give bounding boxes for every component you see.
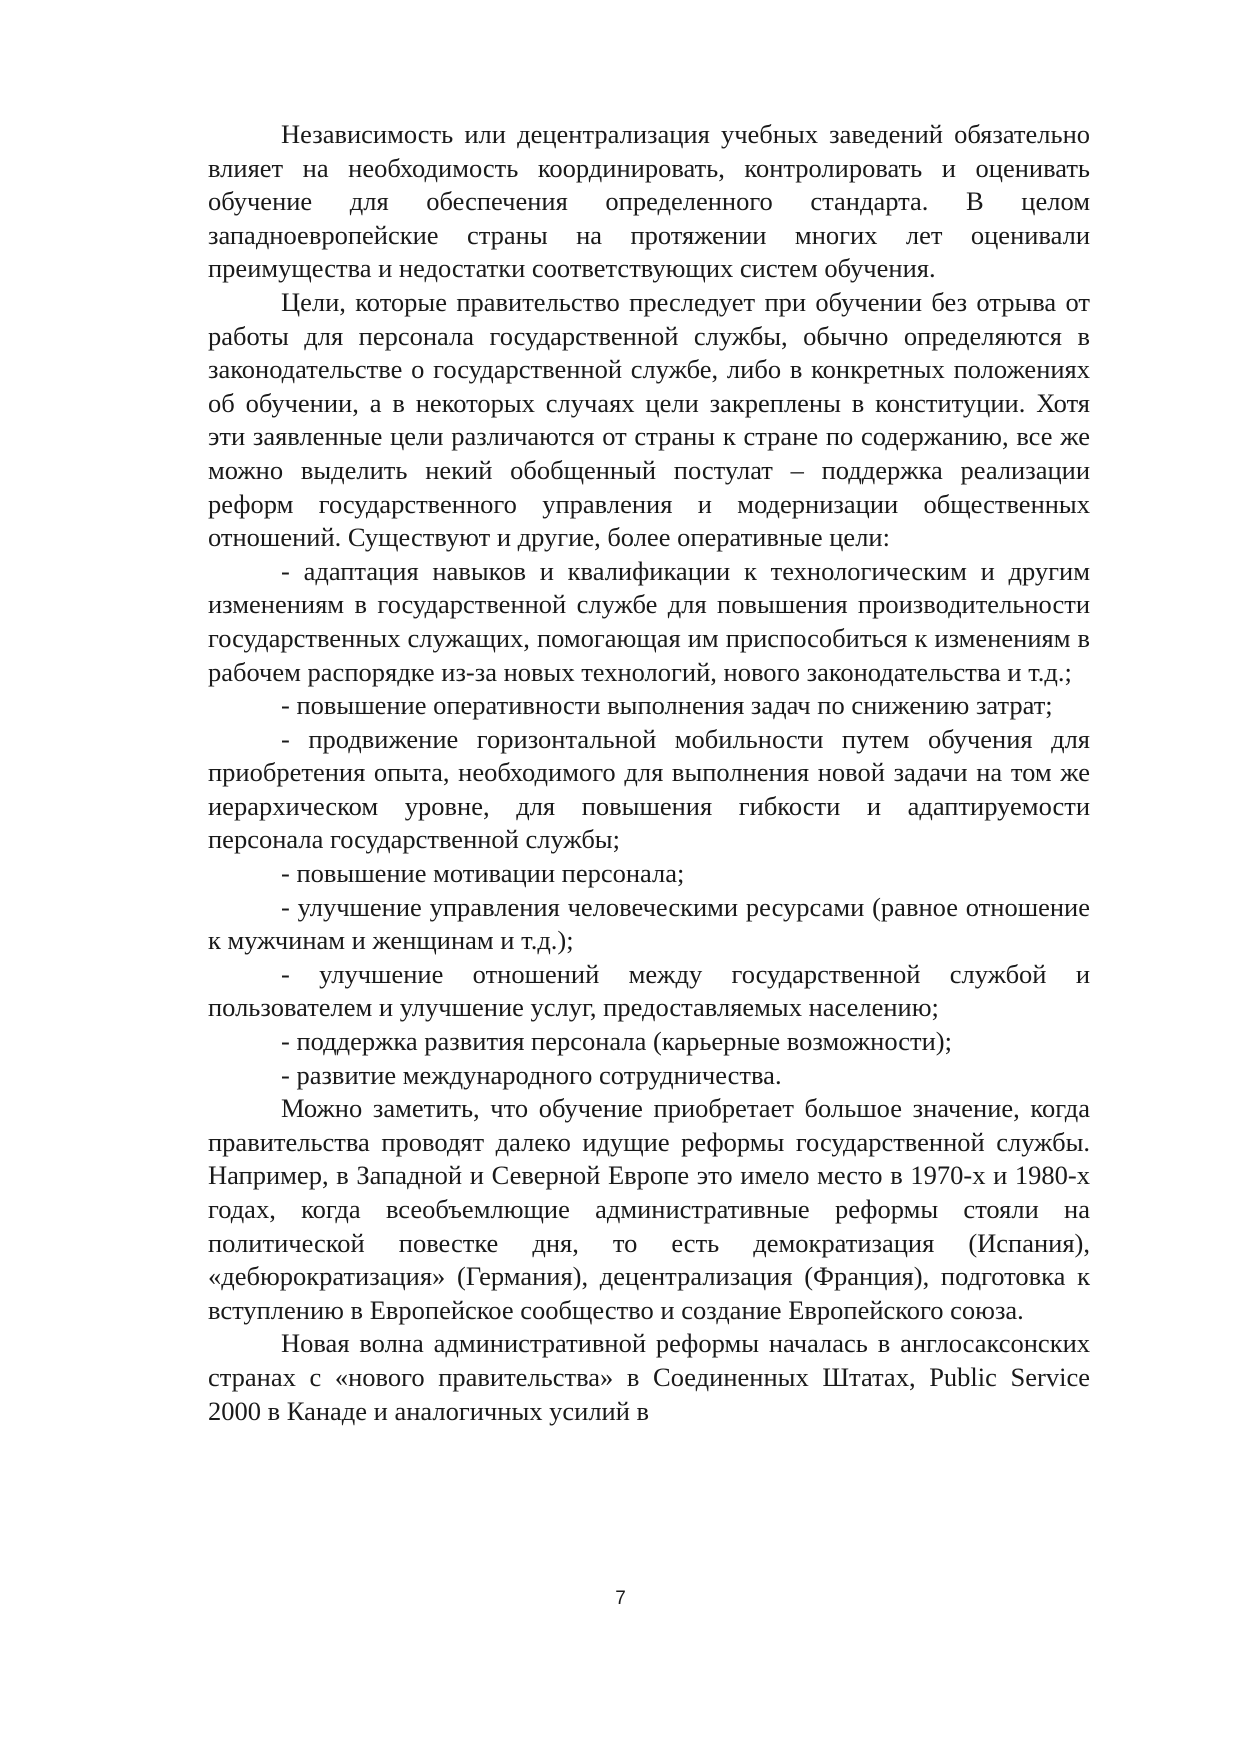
list-item-horizontal-mobility: - продвижение горизонтальной мобильности путем обучения для приобретения опыта, необходимого для выполнения новой задачи на том же иерархическом уровне, для повышения гибкости и адаптируемости персонала государственной службы;	[208, 723, 1090, 855]
list-item-skills-adaptation: - адаптация навыков и квалификации к технологическим и другим изменениям в государственной службе для повышения производительности государственных служащих, помогающая им приспособиться к изменениям в рабочем распорядке из-за новых технологий, нового законодательства и т.д.;	[208, 555, 1090, 687]
list-item-international-cooperation: - развитие международного сотрудничества.	[281, 1059, 782, 1090]
list-item-user-relations: - улучшение отношений между государственной службой и пользователем и улучшение услуг, предоставляемых населению;	[208, 958, 1090, 1023]
paragraph-reforms-europe: Можно заметить, что обучение приобретает большое значение, когда правительства проводят далеко идущие реформы государственной службы. Например, в Западной и Северной Европе это имело место в 1970-х и 1980-х годах, когда всеобъемлющие административные реформы стояли на политической повестке дня, то есть демократизация (Испания), «дебюрократизация» (Германия), децентрализация (Франция), подготовка к вступлению в Европейское сообщество и создание Европейского союза.	[208, 1093, 1090, 1325]
list-item-staff-development: - поддержка развития персонала (карьерные возможности);	[281, 1026, 952, 1057]
paragraph-new-wave: Новая волна административной реформы началась в англосаксонских странах с «нового правительства» в Соединенных Штатах, Public Service 2000 в Канаде и аналогичных усилий в	[208, 1328, 1090, 1426]
list-item-cost-efficiency: - повышение оперативности выполнения задач по снижению затрат;	[281, 690, 1053, 721]
list-item-hr-management: - улучшение управления человеческими ресурсами (равное отношение к мужчинам и женщинам и т.д.);	[208, 891, 1090, 956]
body-text	[208, 118, 1090, 1428]
page-number: 7	[615, 1588, 626, 1609]
list-item-motivation: - повышение мотивации персонала;	[281, 858, 685, 889]
paragraph-decentralization: Независимость или децентрализация учебных заведений обязательно влияет на необходимость координировать, контролировать и оценивать обучение для обеспечения определенного стандарта. В целом западноевропейские страны на протяжении многих лет оценивали преимущества и недостатки соответствующих систем обучения.	[208, 119, 1090, 284]
paragraph-training-goals: Цели, которые правительство преследует при обучении без отрыва от работы для персонала государственной службы, обычно определяются в законодательстве о государственной службе, либо в конкретных положениях об обучении, а в некоторых случаях цели закреплены в конституции. Хотя эти заявленные цели различаются от страны к стране по содержанию, все же можно выделить некий обобщенный постулат – поддержка реализации реформ государственного управления и модернизации общественных отношений. Существуют и другие, более оперативные цели:	[208, 286, 1090, 553]
